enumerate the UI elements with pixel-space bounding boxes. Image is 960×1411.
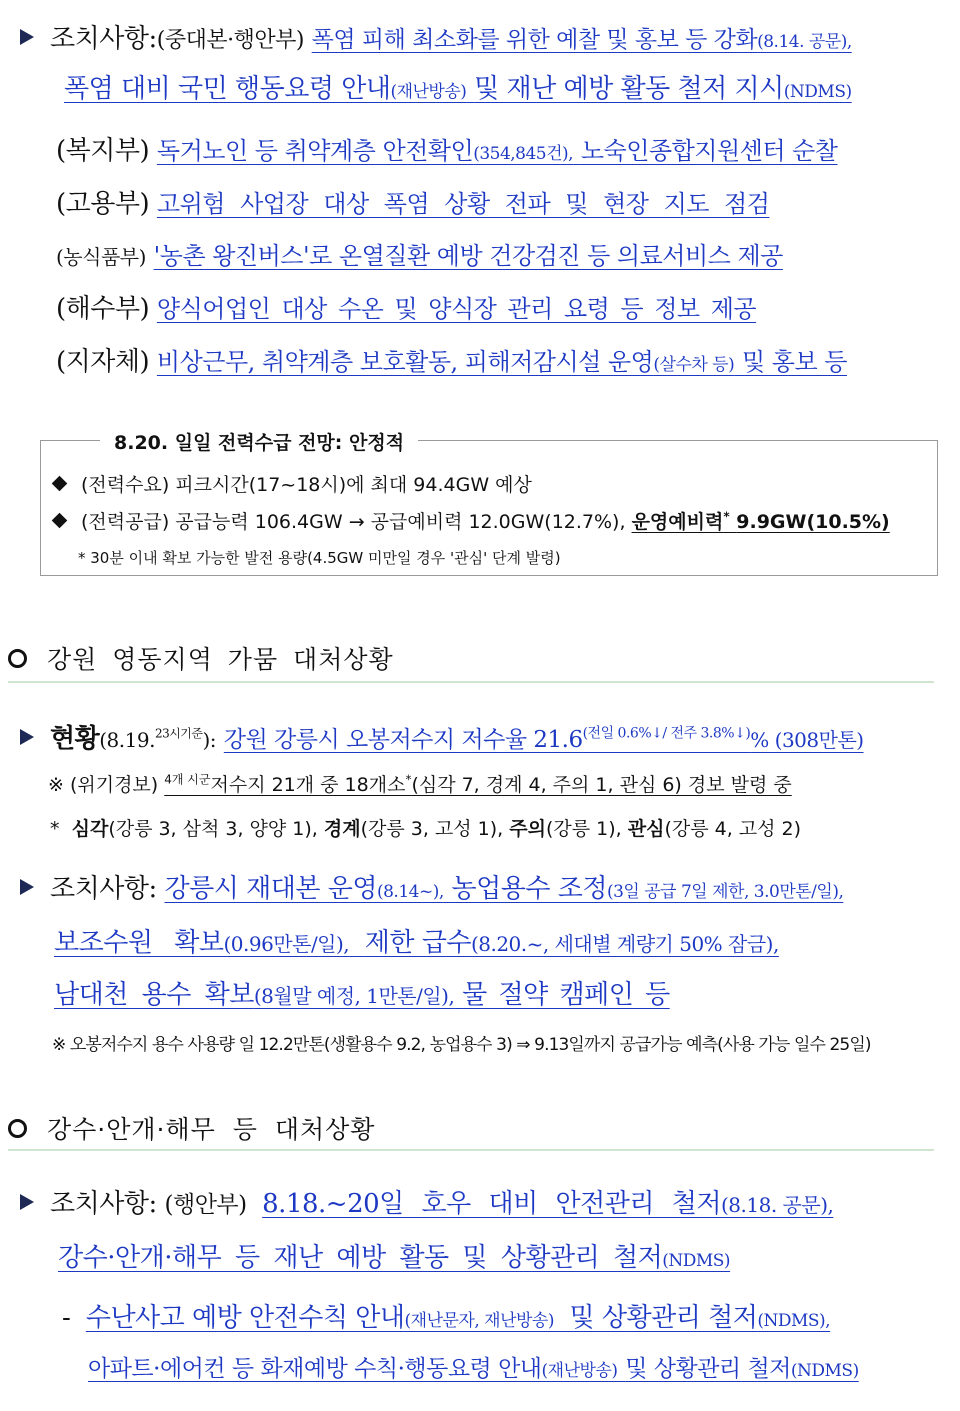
s3-line2: 강수·안개·해무 등 재난 예방 활동 및 상황관리 철저	[58, 1243, 663, 1273]
s2-action-1d: (3일 공급 7일 제한, 3.0만톤/일),	[606, 882, 844, 902]
s2-action-line2	[54, 922, 779, 959]
s3-line2-note: (NDMS)	[662, 1251, 731, 1271]
s3-action-line2	[58, 1237, 730, 1274]
ministry-note: (354,845건),	[473, 144, 574, 164]
s2-action-line3	[54, 974, 670, 1011]
s3-sub1-main: 수난사고 예방 안전수칙 안내	[85, 1303, 405, 1333]
s2-action-2b: (0.96만톤/일),	[223, 932, 350, 956]
s1-action-label: 조치사항:	[50, 24, 157, 54]
power-box-title: 8.20. 일일 전력수급 전망: 안정적	[100, 428, 418, 455]
s2-action-3b: (8월말 예정, 1만톤/일),	[253, 984, 455, 1008]
s2-warning-detail: (심각 7, 경계 4, 주의 1, 관심 6) 경보 발령 중	[411, 774, 792, 796]
circle-bullet-icon	[8, 649, 27, 668]
ministry-text: 독거노인 등 취약계층 안전확인	[156, 137, 474, 165]
power-reserve-value: 9.9GW(10.5%)	[736, 511, 890, 533]
s3-line1-note: (8.18. 공문),	[721, 1193, 834, 1217]
s2-warning-line	[48, 770, 792, 797]
ministry-row	[56, 288, 756, 325]
power-supply-text: 공급능력 106.4GW → 공급예비력 12.0GW(12.7%),	[175, 511, 626, 533]
level-detail: (강릉 1),	[546, 818, 622, 840]
s2-warning-main: 저수지 21개 중 18개소	[210, 774, 406, 796]
s2-heading-text: 강원 영동지역 가뭄 대처상황	[47, 645, 394, 674]
s2-action-2c: 제한 급수	[364, 928, 471, 958]
s1-action-line2	[64, 68, 852, 105]
s2-action-1c: 농업용수 조정	[451, 874, 607, 904]
s3-sub1	[62, 1297, 830, 1334]
power-footnote: * 30분 이내 확보 가능한 발전 용량(4.5GW 미만일 경우 '관심' 단계 발령)	[78, 549, 561, 567]
s2-status-change: (전일 0.6%↓/ 전주 3.8%↓)	[582, 725, 751, 742]
s3-action-text	[262, 1189, 833, 1219]
s3-sub2-note2: (NDMS)	[790, 1361, 859, 1381]
power-reserve-star: *	[723, 509, 730, 524]
level-detail: (강릉 4, 고성 2)	[664, 818, 802, 840]
s3-action-label: 조치사항:	[50, 1189, 157, 1219]
ministry-row	[56, 183, 769, 220]
s3-sub1-text2: 및 상황관리 철저	[569, 1303, 758, 1333]
ministry-agency: (복지부)	[56, 136, 150, 166]
s3-sub2-note: (재난방송)	[541, 1361, 618, 1381]
s3-line1: 8.18.~20일 호우 대비 안전관리 철저	[262, 1189, 721, 1219]
s2-status-time: 23시기준	[154, 726, 203, 741]
ministry-text: '농촌 왕진버스'로 온열질환 예방 건강검진 등 의료서비스 제공	[153, 242, 783, 270]
s2-warning-prefix: ※ (위기경보)	[48, 774, 159, 796]
s1-action-text	[312, 24, 852, 54]
s2-warning-text	[164, 774, 791, 796]
s3-divider	[8, 1149, 934, 1151]
s1-line2-text2: 및 재난 예방 활동 철저 지시	[474, 74, 784, 104]
ministry-text2: 노숙인종합지원센터 순찰	[580, 137, 838, 165]
s3-sub2-main: 아파트·에어컨 등 화재예방 수칙·행동요령 안내	[88, 1356, 542, 1382]
ministry-agency: (농식품부)	[56, 245, 146, 269]
ministry-text: 고위험 사업장 대상 폭염 상황 전파 및 현장 지도 점검	[156, 190, 770, 218]
level-name: 주의	[509, 818, 546, 840]
s1-line2-note2: (NDMS)	[783, 82, 852, 102]
s1-line2-text: 폭염 대비 국민 행동요령 안내	[64, 74, 391, 104]
s1-action-line1	[20, 18, 852, 55]
s2-status-main: 강원 강릉시 오봉저수지 저수율 21.6	[223, 727, 583, 753]
s3-heading	[8, 1110, 375, 1146]
s3-sub2	[88, 1350, 859, 1383]
ministry-note: (살수차 등)	[653, 355, 735, 375]
power-reserve	[632, 511, 890, 533]
s3-sub1-dash: -	[62, 1303, 71, 1333]
s2-action-2d: (8.20.~, 세대별 계량기 50% 잠금),	[470, 932, 779, 956]
ministry-text: 양식어업인 대상 수온 및 양식장 관리 요령 등 정보 제공	[156, 295, 757, 323]
s3-sub1-note: (재난문자, 재난방송)	[404, 1311, 554, 1331]
s3-sub1-text	[86, 1303, 830, 1333]
s2-action-3c: 물 절약 캠페인 등	[462, 980, 670, 1010]
ministry-action	[157, 347, 847, 377]
s1-agency: (중대본·행안부)	[156, 28, 304, 53]
s2-status-text	[224, 724, 864, 754]
s2-action-2a: 보조수원 확보	[54, 928, 224, 958]
s1-action-text-main: 폭염 피해 최소화를 위한 예찰 및 홍보 등 강화	[311, 27, 758, 53]
s3-action-line1	[20, 1183, 833, 1220]
s2-status-label: 현황	[50, 724, 100, 754]
level-detail: (강릉 3, 고성 1),	[360, 818, 504, 840]
s1-action-note: (8.14. 공문),	[757, 32, 852, 52]
s2-heading	[8, 640, 394, 676]
ministry-text: 비상근무, 취약계층 보호활동, 피해저감시설 운영	[156, 348, 654, 376]
power-supply-label: (전력공급)	[81, 511, 170, 533]
s2-divider	[8, 681, 934, 683]
s2-action-line1	[20, 868, 843, 905]
level-name: 심각	[71, 818, 109, 840]
s3-sub2-text2: 및 상황관리 철저	[625, 1356, 791, 1382]
s2-warning-sup: 4개 시군	[164, 772, 211, 787]
ministry-row	[56, 341, 847, 378]
diamond-bullet-icon	[52, 513, 68, 529]
power-demand-text: 피크시간(17~18시)에 최대 94.4GW 예상	[175, 474, 532, 496]
s2-status-line	[20, 718, 864, 755]
ministry-row	[56, 236, 783, 271]
s2-action-text	[165, 874, 844, 904]
ministry-row	[56, 130, 838, 167]
power-supply-line	[54, 507, 890, 534]
s2-status-tail: % (308만톤)	[750, 728, 864, 752]
s2-status-close: ):	[202, 728, 217, 752]
s3-sub1-note2: (NDMS),	[757, 1311, 831, 1331]
level-name: 경계	[323, 818, 361, 840]
triangle-bullet-icon	[20, 1194, 34, 1210]
s3-heading-text: 강수·안개·해무 등 대처상황	[47, 1115, 376, 1144]
diamond-bullet-icon	[52, 476, 68, 492]
power-reserve-label: 운영예비력	[631, 511, 724, 533]
triangle-bullet-icon	[20, 879, 34, 895]
power-demand-label: (전력수요)	[81, 474, 170, 496]
ministry-agency: (고용부)	[56, 189, 150, 219]
s2-note: ※ 오봉저수지 용수 사용량 일 12.2만톤(생활용수 9.2, 농업용수 3) ⇒ 9.13일까지 공급가능 예측(사용 가능 일수 25일)	[52, 1035, 871, 1055]
s3-action-agency: (행안부)	[164, 1192, 247, 1218]
power-demand-line	[54, 470, 532, 497]
ministry-action	[157, 136, 838, 166]
level-detail: (강릉 3, 삼척 3, 양양 1),	[108, 818, 318, 840]
ministry-text2: 및 홍보 등	[741, 348, 847, 376]
triangle-bullet-icon	[20, 29, 34, 45]
s2-action-1b: (8.14~),	[376, 882, 444, 902]
triangle-bullet-icon	[20, 729, 34, 745]
ministry-agency: (해수부)	[56, 294, 150, 324]
s2-status-date: (8.19.	[99, 728, 155, 752]
s2-levels-line	[50, 814, 801, 841]
circle-bullet-icon	[8, 1119, 27, 1138]
ministry-agency: (지자체)	[56, 347, 150, 377]
s2-levels-star: *	[50, 818, 60, 840]
s2-action-3a: 남대천 용수 확보	[54, 980, 254, 1010]
level-name: 관심	[627, 818, 665, 840]
s2-warning-star: *	[405, 772, 412, 787]
s2-action-1a: 강릉시 재대본 운영	[164, 874, 377, 904]
s2-action-label: 조치사항:	[50, 874, 157, 904]
s1-line2-note: (재난방송)	[390, 82, 467, 102]
